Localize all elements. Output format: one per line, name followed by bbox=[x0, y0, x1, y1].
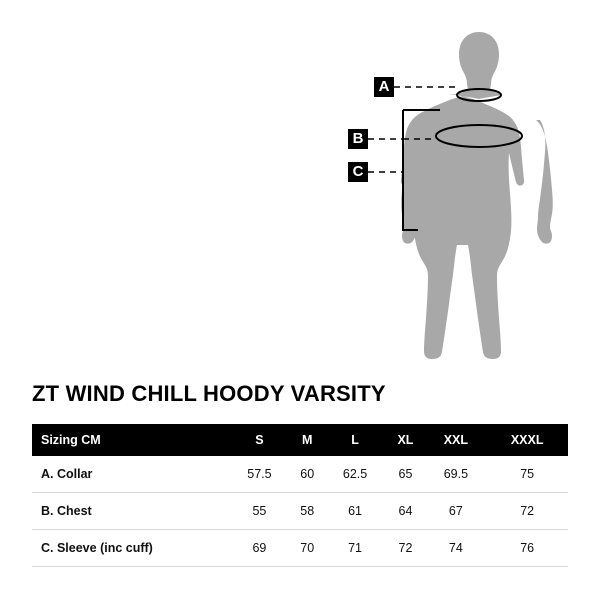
cell-collar-xxxl: 75 bbox=[486, 456, 568, 493]
cell-chest-xxl: 67 bbox=[425, 493, 486, 530]
body-silhouette bbox=[401, 32, 553, 359]
column-header-m: M bbox=[290, 424, 325, 456]
row-label-chest: B. Chest bbox=[32, 493, 229, 530]
cell-chest-m: 58 bbox=[290, 493, 325, 530]
cell-chest-s: 55 bbox=[229, 493, 290, 530]
marker-b: B bbox=[348, 129, 368, 149]
table-row bbox=[32, 456, 568, 493]
cell-collar-xl: 65 bbox=[385, 456, 425, 493]
column-header-xxxl: XXXL bbox=[486, 424, 568, 456]
cell-sleeve-xl: 72 bbox=[385, 530, 425, 567]
table-row bbox=[32, 530, 568, 567]
cell-sleeve-l: 71 bbox=[325, 530, 386, 567]
cell-chest-l: 61 bbox=[325, 493, 386, 530]
cell-sleeve-xxl: 74 bbox=[425, 530, 486, 567]
cell-collar-m: 60 bbox=[290, 456, 325, 493]
marker-c: C bbox=[348, 162, 368, 182]
column-header-xl: XL bbox=[385, 424, 425, 456]
row-label-sleeve: C. Sleeve (inc cuff) bbox=[32, 530, 229, 567]
cell-sleeve-xxxl: 76 bbox=[486, 530, 568, 567]
column-header-sizing: Sizing CM bbox=[32, 424, 229, 456]
table-header-row bbox=[32, 424, 568, 456]
marker-a: A bbox=[374, 77, 394, 97]
table-body bbox=[32, 456, 568, 567]
cell-collar-xxl: 69.5 bbox=[425, 456, 486, 493]
row-label-collar: A. Collar bbox=[32, 456, 229, 493]
column-header-s: S bbox=[229, 424, 290, 456]
cell-collar-l: 62.5 bbox=[325, 456, 386, 493]
page-title: ZT WIND CHILL HOODY VARSITY bbox=[32, 381, 386, 406]
table-header bbox=[32, 424, 568, 456]
cell-chest-xxxl: 72 bbox=[486, 493, 568, 530]
cell-chest-xl: 64 bbox=[385, 493, 425, 530]
cell-sleeve-s: 69 bbox=[229, 530, 290, 567]
size-chart-table bbox=[32, 424, 568, 567]
column-header-xxl: XXL bbox=[425, 424, 486, 456]
column-header-l: L bbox=[325, 424, 386, 456]
table-row bbox=[32, 493, 568, 530]
cell-collar-s: 57.5 bbox=[229, 456, 290, 493]
cell-sleeve-m: 70 bbox=[290, 530, 325, 567]
